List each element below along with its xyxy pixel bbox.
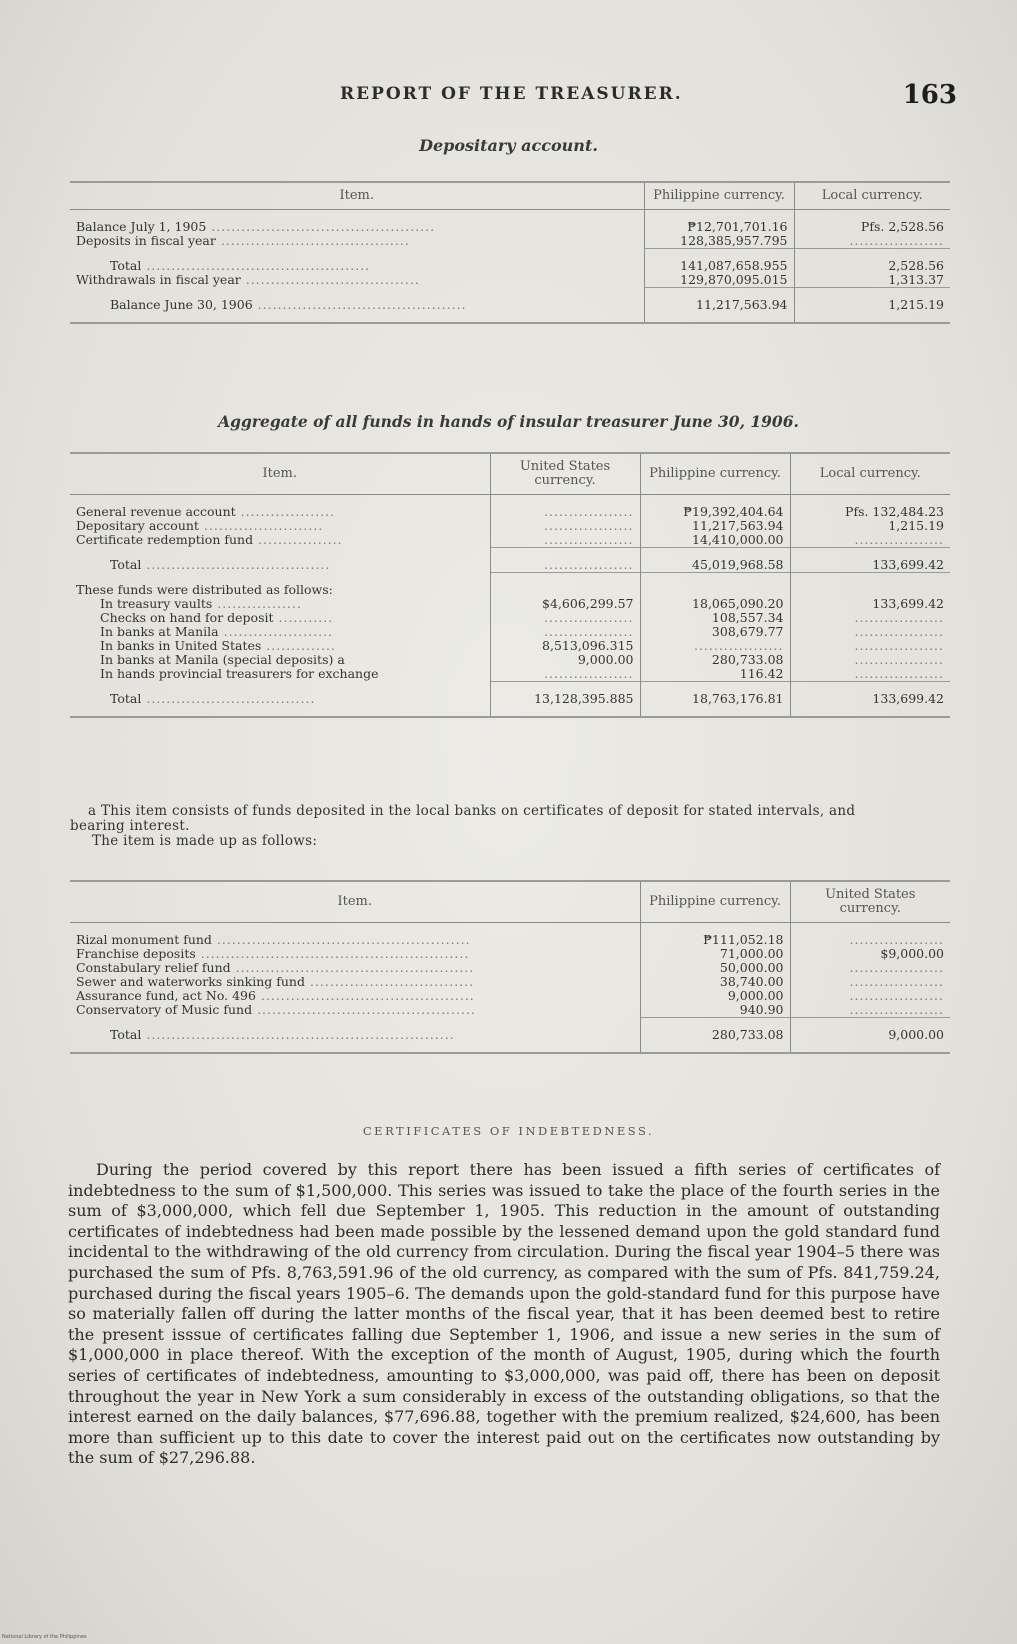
table-row: Depositary account ........................ .................. 11,217,563.94 1,215.19 <box>70 519 950 533</box>
table-row: General revenue account ................... .................. ₱19,392,404.64 Pfs. 132,484.23 <box>70 505 950 519</box>
col-philippine: Philippine currency. <box>644 182 794 210</box>
col-item: Item. <box>70 182 644 210</box>
table-row: Balance July 1, 1905 ............................................. ₱12,701,701.16 Pfs. 2,528.56 <box>70 220 950 234</box>
page-header <box>70 80 957 120</box>
footnote: a This item consists of funds deposited in the local banks on certificates of deposit for stated intervals, and bearing interest. The item is made up as follows: <box>70 803 856 849</box>
table-row: Rizal monument fund ................................................... ₱111,052.18 ................... <box>70 933 950 947</box>
scan-credit: National Library of the Philippines <box>2 1634 87 1640</box>
table-row: Sewer and waterworks sinking fund ................................. 38,740.00 ................... <box>70 975 950 989</box>
body-paragraph: During the period covered by this report there has been issued a fifth series of certificates of indebtedness to the sum of $1,500,000. This series was issued to take the place of the fourth series in the sum of $3,000,000, which fell due September 1, 1905. This reduction in the amount of outstanding certificates of indebtedness had been made possible by the lessened demand upon the gold standard fund incidental to the withdrawing of the old currency from circulation. During the fiscal year 1904–5 there was purchased the sum of Pfs. 8,763,591.96 of the old currency, as compared with the sum of Pfs. 841,759.24, purchased during the fiscal years 1905–6. The demands upon the gold-standard fund for this purpose have so materially fallen off during the latter months of the fiscal year, that it has been deemed best to retire the present isssue of certificates falling due September 1, 1906, and issue a new series in the sum of $1,000,000 in place thereof. With the exception of the month of August, 1905, during which the fourth series of certificates of indebtedness, amounting to $3,000,000, was paid off, there has been on deposit throughout the year in New York a sum considerably in excess of the outstanding obligations, so that the interest earned on the daily balances, $77,696.88, together with the premium realized, $24,600, has been more than sufficient up to this date to cover the interest paid out on the certificates now outstanding by the sum of $27,296.88. <box>68 1160 940 1468</box>
aggregate-table: Item. United States currency. Philippine currency. Local currency. General revenue account ................... .................. ₱19,392,404.64 Pfs. 132,484.23 Depositary account ........................ .................. 11,217,563.94 1,215.19 Certificate redemption fund ................. .................. 14,410,000.00 .................. Total ..................................... .................. 45,019,968.58 133,699.42 These funds were distributed as follows: In treasury vaults ................. $4,606,299.57 18,065,090.20 133,699.42 Checks on hand for deposit ........... .................. 108,557.34 .................. In banks at Manila ...................... .................. 308,679.77 .................. In banks in United States .............. 8,513,096.315 .................. .................. In banks at Manila (special deposits) a 9,000.00 280,733.08 .................. In hands provincial treasurers for exchange .................. 116.42 .................. Total .................................. 13,128,395.885 18,763,176.81 133,699.42 <box>70 452 950 718</box>
table-row: Total ..................................... .................. 45,019,968.58 133,699.42 <box>70 558 950 573</box>
table-row: Assurance fund, act No. 496 ........................................... 9,000.00 ................... <box>70 989 950 1003</box>
row-item: Balance July 1, 1905 ............................................. <box>76 219 436 234</box>
special-deposits-table: Item. Philippine currency. United States currency. Rizal monument fund ................................................... ₱111,052.18 ................... Franchise deposits ...................................................... 71,000.00 $9,000.00 Constabulary relief fund ................................................ 50,000.00 ................... Sewer and waterworks sinking fund ................................. 38,740.00 ................... Assurance fund, act No. 496 ........................................... 9,000.00 ................... Conservatory of Music fund ............................................ 940.90 ................... Total .............................................................. 280,733.08 9,000.00 <box>70 880 950 1054</box>
table-row: In treasury vaults ................. $4,606,299.57 18,065,090.20 133,699.42 <box>70 597 950 611</box>
table-row: Checks on hand for deposit ........... .................. 108,557.34 .................. <box>70 611 950 625</box>
table-row: In banks in United States .............. 8,513,096.315 .................. .................. <box>70 639 950 653</box>
aggregate-title: Aggregate of all funds in hands of insular treasurer June 30, 1906. <box>218 412 799 431</box>
table-row: Balance June 30, 1906 .......................................... 11,217,563.94 1,215.19 <box>70 298 950 312</box>
table-row: Constabulary relief fund ................................................ 50,000.00 ................... <box>70 961 950 975</box>
depositary-table <box>70 181 950 324</box>
table-row: Certificate redemption fund ................. .................. 14,410,000.00 .................. <box>70 533 950 548</box>
table-row: Conservatory of Music fund ............................................ 940.90 ................... <box>70 1003 950 1018</box>
page-number: 163 <box>902 80 957 110</box>
section-heading: CERTIFICATES OF INDEBTEDNESS. <box>362 1124 655 1138</box>
table-row: Franchise deposits ...................................................... 71,000.00 $9,000.00 <box>70 947 950 961</box>
running-title: REPORT OF THE TREASURER. <box>340 84 683 104</box>
table-row: Total .................................. 13,128,395.885 18,763,176.81 133,699.42 <box>70 692 950 706</box>
col-local: Local currency. <box>794 182 950 210</box>
table-row: In banks at Manila (special deposits) a 9,000.00 280,733.08 .................. <box>70 653 950 667</box>
table-row: In banks at Manila ...................... .................. 308,679.77 .................. <box>70 625 950 639</box>
table-row: These funds were distributed as follows: <box>70 583 950 597</box>
table-row: Deposits in fiscal year ...................................... 128,385,957.795 ................... <box>70 234 950 249</box>
depositary-title: Depositary account. <box>419 136 598 155</box>
table-row: Total .............................................................. 280,733.08 9,000.00 <box>70 1028 950 1042</box>
table-row: Total ............................................. 141,087,658.955 2,528.56 <box>70 259 950 273</box>
table-row: Withdrawals in fiscal year ................................... 129,870,095.015 1,313.37 <box>70 273 950 288</box>
row-item: Deposits in fiscal year ...................................... <box>76 233 410 248</box>
table-row: In hands provincial treasurers for exchange .................. 116.42 .................. <box>70 667 950 682</box>
